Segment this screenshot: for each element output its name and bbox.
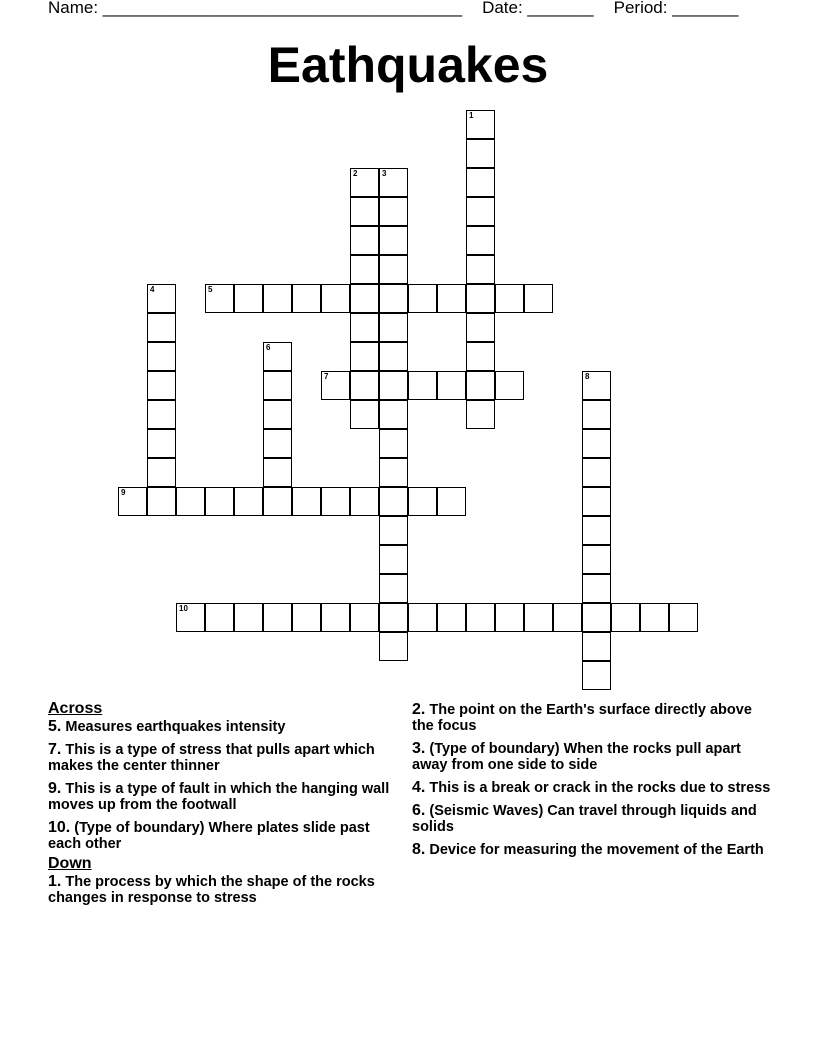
grid-cell[interactable] <box>466 168 495 197</box>
grid-cell[interactable] <box>582 458 611 487</box>
grid-cell[interactable] <box>263 603 292 632</box>
grid-cell[interactable] <box>350 342 379 371</box>
clue-number: 8 <box>585 372 590 381</box>
clue-item-number: 7. <box>48 741 62 758</box>
grid-cell[interactable] <box>379 429 408 458</box>
grid-cell[interactable] <box>582 371 611 400</box>
grid-cell[interactable] <box>466 197 495 226</box>
grid-cell[interactable] <box>495 284 524 313</box>
clue-item-text: (Seismic Waves) Can travel through liquids and solids <box>412 803 757 835</box>
clue-item <box>412 780 772 796</box>
grid-cell[interactable] <box>350 603 379 632</box>
clue-item-number: 5. <box>48 718 62 735</box>
grid-cell[interactable] <box>205 603 234 632</box>
grid-cell[interactable] <box>350 371 379 400</box>
across-clue-list <box>48 719 398 852</box>
grid-cell[interactable] <box>553 603 582 632</box>
grid-cell[interactable] <box>379 313 408 342</box>
grid-cell[interactable] <box>234 487 263 516</box>
clue-item <box>48 781 398 813</box>
grid-cell[interactable] <box>582 574 611 603</box>
grid-cell[interactable] <box>582 661 611 690</box>
grid-cell[interactable] <box>466 110 495 139</box>
header-fields <box>48 0 768 19</box>
grid-cell[interactable] <box>582 545 611 574</box>
grid-cell[interactable] <box>379 226 408 255</box>
grid-cell[interactable] <box>669 603 698 632</box>
grid-cell[interactable] <box>466 371 495 400</box>
grid-cell[interactable] <box>379 371 408 400</box>
grid-cell[interactable] <box>263 371 292 400</box>
grid-cell[interactable] <box>582 516 611 545</box>
grid-cell[interactable] <box>379 632 408 661</box>
clue-item-text: This is a type of stress that pulls apart which makes the center thinner <box>48 742 375 774</box>
grid-cell[interactable] <box>147 371 176 400</box>
clue-column-left <box>48 701 398 913</box>
grid-cell[interactable] <box>292 284 321 313</box>
grid-cell[interactable] <box>263 284 292 313</box>
grid-cell[interactable] <box>321 487 350 516</box>
grid-cell[interactable] <box>379 197 408 226</box>
grid-cell[interactable] <box>350 400 379 429</box>
grid-cell[interactable] <box>147 313 176 342</box>
grid-cell[interactable] <box>350 197 379 226</box>
grid-cell[interactable] <box>466 342 495 371</box>
clue-item <box>48 820 398 852</box>
grid-cell[interactable] <box>408 284 437 313</box>
grid-cell[interactable] <box>350 284 379 313</box>
grid-cell[interactable] <box>466 284 495 313</box>
grid-cell[interactable] <box>379 603 408 632</box>
clue-item <box>412 741 772 773</box>
down-clue-list-left <box>48 874 398 906</box>
period-field[interactable]: Period: _______ <box>613 0 739 17</box>
grid-cell[interactable] <box>263 429 292 458</box>
grid-cell[interactable] <box>466 226 495 255</box>
grid-cell[interactable] <box>524 284 553 313</box>
grid-cell[interactable] <box>437 603 466 632</box>
grid-cell[interactable] <box>379 284 408 313</box>
grid-cell[interactable] <box>408 371 437 400</box>
grid-cell[interactable] <box>408 603 437 632</box>
grid-cell[interactable] <box>263 400 292 429</box>
date-field[interactable]: Date: _______ <box>482 0 594 17</box>
grid-cell[interactable] <box>118 487 147 516</box>
name-field[interactable]: Name: ______________________________________ <box>48 0 463 17</box>
grid-cell[interactable] <box>176 603 205 632</box>
clue-item-text: This is a type of fault in which the hanging wall moves up from the footwall <box>48 781 390 813</box>
grid-cell[interactable] <box>350 255 379 284</box>
grid-cell[interactable] <box>176 487 205 516</box>
clue-number: 5 <box>208 285 213 294</box>
grid-cell[interactable] <box>495 371 524 400</box>
grid-cell[interactable] <box>350 313 379 342</box>
grid-cell[interactable] <box>437 284 466 313</box>
grid-cell[interactable] <box>350 487 379 516</box>
clue-item-text: (Type of boundary) When the rocks pull apart away from one side to side <box>412 741 741 773</box>
grid-cell[interactable] <box>147 458 176 487</box>
clue-item-number: 1. <box>48 873 62 890</box>
clue-item-number: 3. <box>412 740 426 757</box>
grid-cell[interactable] <box>321 603 350 632</box>
grid-cell[interactable] <box>321 371 350 400</box>
grid-cell[interactable] <box>379 255 408 284</box>
grid-cell[interactable] <box>263 487 292 516</box>
grid-cell[interactable] <box>147 487 176 516</box>
grid-cell[interactable] <box>408 487 437 516</box>
clue-item-number: 4. <box>412 779 426 796</box>
clue-item-number: 10. <box>48 819 71 836</box>
grid-cell[interactable] <box>582 400 611 429</box>
clue-item-text: The point on the Earth's surface directly above the focus <box>412 702 752 734</box>
grid-cell[interactable] <box>437 371 466 400</box>
grid-cell[interactable] <box>205 487 234 516</box>
grid-cell[interactable] <box>466 255 495 284</box>
grid-cell[interactable] <box>234 603 263 632</box>
grid-cell[interactable] <box>582 632 611 661</box>
clue-item <box>412 842 772 858</box>
grid-cell[interactable] <box>437 487 466 516</box>
clue-item <box>412 702 772 734</box>
grid-cell[interactable] <box>495 603 524 632</box>
clue-item-text: Device for measuring the movement of the Earth <box>425 842 764 858</box>
grid-cell[interactable] <box>466 139 495 168</box>
grid-cell[interactable] <box>147 342 176 371</box>
across-heading: Across <box>48 700 103 717</box>
clue-item-number: 9. <box>48 780 62 797</box>
grid-cell[interactable] <box>379 168 408 197</box>
clue-number: 3 <box>382 169 387 178</box>
clue-item-number: 6. <box>412 802 426 819</box>
grid-cell[interactable] <box>234 284 263 313</box>
clue-number: 6 <box>266 343 271 352</box>
grid-cell[interactable] <box>582 603 611 632</box>
grid-cell[interactable] <box>611 603 640 632</box>
grid-cell[interactable] <box>379 516 408 545</box>
clue-item-number: 8. <box>412 841 426 858</box>
grid-cell[interactable] <box>379 487 408 516</box>
grid-cell[interactable] <box>524 603 553 632</box>
grid-cell[interactable] <box>292 603 321 632</box>
clue-number: 10 <box>179 604 188 613</box>
clue-item-text: The process by which the shape of the rocks changes in response to stress <box>48 874 375 906</box>
grid-cell[interactable] <box>379 400 408 429</box>
grid-cell[interactable] <box>582 429 611 458</box>
grid-cell[interactable] <box>466 400 495 429</box>
grid-cell[interactable] <box>147 400 176 429</box>
grid-cell[interactable] <box>466 313 495 342</box>
grid-cell[interactable] <box>379 545 408 574</box>
grid-cell[interactable] <box>263 342 292 371</box>
clue-item <box>48 719 398 735</box>
clue-number: 4 <box>150 285 155 294</box>
grid-cell[interactable] <box>350 226 379 255</box>
clue-item-text: (Type of boundary) Where plates slide past each other <box>48 820 370 852</box>
grid-cell[interactable] <box>292 487 321 516</box>
grid-cell[interactable] <box>640 603 669 632</box>
clue-number: 9 <box>121 488 126 497</box>
grid-cell[interactable] <box>350 168 379 197</box>
down-heading: Down <box>48 855 92 872</box>
grid-cell[interactable] <box>466 603 495 632</box>
grid-cell[interactable] <box>379 574 408 603</box>
grid-cell[interactable] <box>205 284 234 313</box>
down-clue-list-right <box>412 702 772 858</box>
clue-item-number: 2. <box>412 701 426 718</box>
clue-item <box>412 803 772 835</box>
clue-item-text: This is a break or crack in the rocks due to stress <box>425 780 771 796</box>
clue-number: 2 <box>353 169 358 178</box>
grid-cell[interactable] <box>263 458 292 487</box>
clue-number: 1 <box>469 111 474 120</box>
grid-cell[interactable] <box>379 342 408 371</box>
grid-cell[interactable] <box>379 458 408 487</box>
puzzle-title: Eathquakes <box>267 37 549 93</box>
grid-cell[interactable] <box>321 284 350 313</box>
grid-cell[interactable] <box>147 284 176 313</box>
grid-cell[interactable] <box>147 429 176 458</box>
clue-number: 7 <box>324 372 329 381</box>
clue-item <box>48 742 398 774</box>
grid-cell[interactable] <box>582 487 611 516</box>
clue-item-text: Measures earthquakes intensity <box>61 719 286 735</box>
clue-item <box>48 874 398 906</box>
clue-column-right <box>412 702 772 865</box>
